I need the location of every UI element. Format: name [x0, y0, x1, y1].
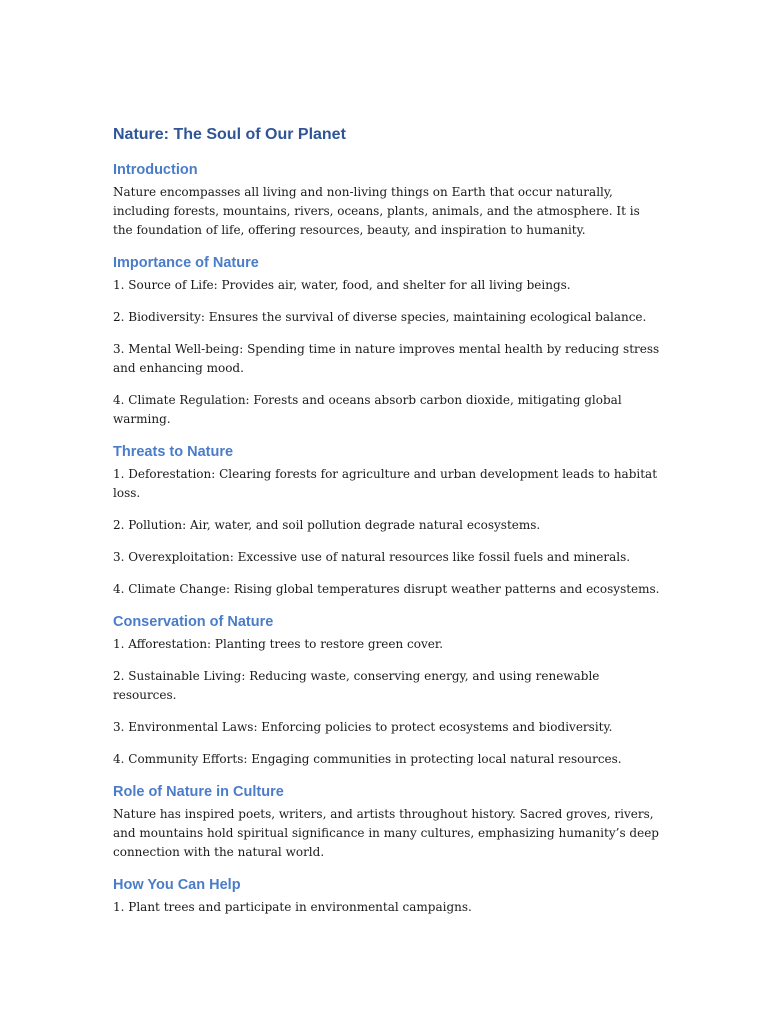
section-importance: [113, 252, 661, 429]
list-item: 2. Sustainable Living: Reducing waste, conserving energy, and using renewable resources.: [113, 669, 600, 702]
section-conservation: [113, 611, 661, 769]
section-introduction: [113, 159, 661, 240]
section-heading: Threats to Nature: [113, 444, 234, 460]
list-item: 4. Community Efforts: Engaging communities in protecting local natural resources.: [113, 752, 622, 766]
section-heading: Introduction: [113, 162, 198, 178]
section-heading: Conservation of Nature: [113, 614, 274, 630]
section-threats: [113, 441, 661, 599]
section-heading: Role of Nature in Culture: [113, 784, 284, 800]
list-item: 1. Afforestation: Planting trees to restore green cover.: [113, 637, 444, 651]
section-paragraph: Nature has inspired poets, writers, and artists throughout history. Sacred groves, rivers, and mountains hold spiritual significance in many cultures, emphasizing humanity’s deep connection with the natural world.: [113, 807, 659, 859]
list-item: 2. Biodiversity: Ensures the survival of diverse species, maintaining ecological balance.: [113, 310, 647, 324]
list-item: 4. Climate Regulation: Forests and oceans absorb carbon dioxide, mitigating global warming.: [113, 393, 622, 426]
list-item: 2. Pollution: Air, water, and soil pollution degrade natural ecosystems.: [113, 518, 541, 532]
document-page: [113, 123, 661, 929]
document-title: Nature: The Soul of Our Planet: [113, 126, 346, 143]
section-how-to-help: [113, 874, 661, 917]
section-paragraph: Nature encompasses all living and non-living things on Earth that occur naturally, including forests, mountains, rivers, oceans, plants, animals, and the atmosphere. It is the foundation of life, offering resources, beauty, and inspiration to humanity.: [113, 185, 640, 237]
section-heading: Importance of Nature: [113, 255, 259, 271]
list-item: 1. Plant trees and participate in environmental campaigns.: [113, 900, 472, 914]
list-item: 4. Climate Change: Rising global temperatures disrupt weather patterns and ecosystems.: [113, 582, 660, 596]
section-culture: [113, 781, 661, 862]
list-item: 3. Environmental Laws: Enforcing policies to protect ecosystems and biodiversity.: [113, 720, 613, 734]
list-item: 1. Source of Life: Provides air, water, food, and shelter for all living beings.: [113, 278, 571, 292]
section-heading: How You Can Help: [113, 877, 241, 893]
list-item: 1. Deforestation: Clearing forests for agriculture and urban development leads to habitat loss.: [113, 467, 658, 500]
list-item: 3. Overexploitation: Excessive use of natural resources like fossil fuels and minerals.: [113, 550, 631, 564]
list-item: 3. Mental Well-being: Spending time in nature improves mental health by reducing stress and enhancing mood.: [113, 342, 660, 375]
